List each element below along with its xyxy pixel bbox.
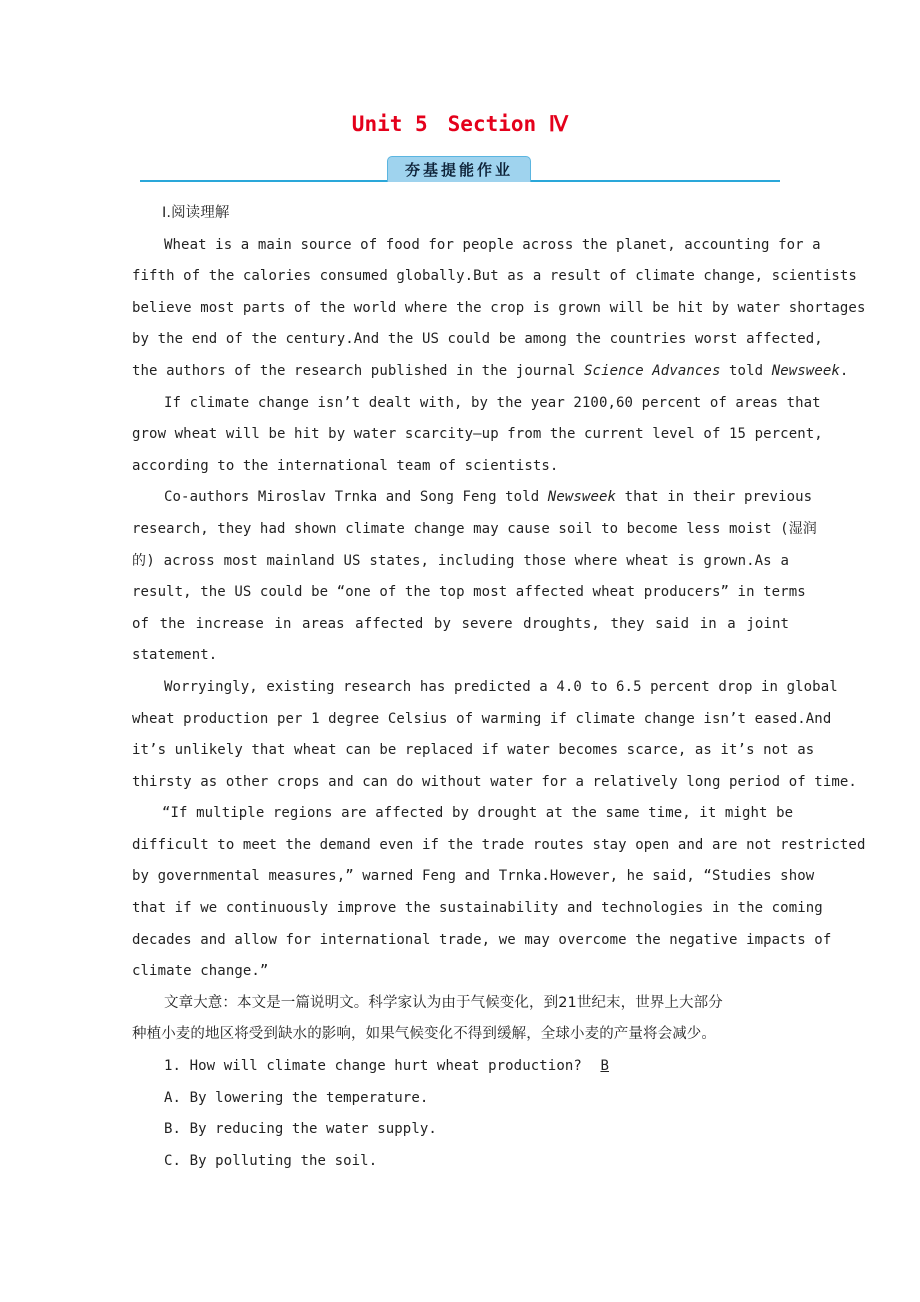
magazine-name: Newsweek: [547, 489, 617, 506]
answer-blank: B: [600, 1058, 609, 1075]
text-span: that in their previous: [624, 489, 813, 506]
paragraph-line: by the end of the century.And the US could be among the countries worst affected,: [132, 331, 823, 348]
question-1: [132, 1051, 789, 1177]
paragraph-line: believe most parts of the world where the crop is grown will be hit by water shortages: [132, 299, 866, 316]
paragraph-line: climate change.”: [132, 963, 269, 980]
option-c: C. By polluting the soil.: [164, 1152, 378, 1169]
paragraph-line: wheat production per 1 degree Celsius of warming if climate change isn’t eased.And: [132, 710, 832, 727]
paragraph-line: Wheat is a main source of food for people across the planet, accounting for a: [164, 236, 821, 253]
summary-line: 种植小麦的地区将受到缺水的影响，如果气候变化不得到缓解，全球小麦的产量将会减少。: [132, 1026, 716, 1043]
text-span: .: [839, 362, 849, 379]
paragraph-line: it’s unlikely that wheat can be replaced if water becomes scarce, as it’s not as: [132, 742, 815, 759]
paragraph-line: according to the international team of scientists.: [132, 457, 559, 474]
option-a: A. By lowering the temperature.: [164, 1089, 429, 1106]
document-body: [132, 198, 866, 1177]
paragraph-line: that if we continuously improve the sustainability and technologies in the coming: [132, 900, 823, 917]
question-text: 1. How will climate change hurt wheat production?: [164, 1058, 582, 1075]
paragraph-line: difficult to meet the demand even if the trade routes stay open and are not restricted: [132, 836, 866, 853]
text-span: Co-authors Miroslav Trnka and Song Feng told: [164, 489, 540, 506]
paragraph-line: grow wheat will be hit by water scarcity—up from the current level of 15 percent,: [132, 426, 823, 443]
question-stem: [132, 1051, 789, 1083]
text-span: the authors of the research published in the journal: [132, 362, 576, 379]
paragraph-1: [132, 230, 866, 388]
section-label: Section Ⅳ: [447, 112, 569, 136]
paragraph-line: by governmental measures,” warned Feng and Trnka.However, he said, “Studies show: [132, 868, 815, 885]
paragraph-line: [132, 356, 849, 388]
paragraph-line: Worryingly, existing research has predicted a 4.0 to 6.5 percent drop in global: [164, 678, 838, 695]
text-span: told: [729, 362, 764, 379]
paragraph-line: decades and allow for international trade, we may overcome the negative impacts of: [132, 931, 832, 948]
section-heading: Ⅰ.阅读理解: [162, 205, 230, 221]
unit-label: Unit 5: [351, 112, 428, 136]
paragraph-3: [132, 482, 817, 672]
magazine-name: Newsweek: [771, 362, 840, 379]
article-summary: [132, 988, 789, 1051]
summary-line: 文章大意：本文是一篇说明文。科学家认为由于气候变化，到21世纪末，世界上大部分: [164, 994, 723, 1011]
paragraph-line: thirsty as other crops and can do without water for a relatively long period of time.: [132, 773, 857, 790]
paragraph-line: “If multiple regions are affected by drought at the same time, it might be: [162, 805, 794, 822]
paragraph-5: [132, 798, 866, 988]
paragraph-line: 的) across most mainland US states, including those where wheat is grown.As a: [132, 552, 789, 569]
option-b: B. By reducing the water supply.: [164, 1121, 437, 1138]
paragraph-line: result, the US could be “one of the top most affected wheat producers” in terms: [132, 584, 806, 601]
paragraph-line: of the increase in areas affected by severe droughts, they said in a joint: [132, 615, 789, 632]
paragraph-line: If climate change isn’t dealt with, by the year 2100,60 percent of areas that: [164, 394, 821, 411]
paragraph-line: fifth of the calories consumed globally.But as a result of climate change, scientists: [132, 268, 857, 285]
page-title: [0, 112, 920, 136]
homework-badge: 夯基提能作业: [387, 156, 531, 182]
paragraph-2: [132, 388, 823, 483]
paragraph-line: research, they had shown climate change may cause soil to become less moist (湿润: [132, 520, 817, 537]
paragraph-line: statement.: [132, 647, 218, 664]
journal-name: Science Advances: [584, 362, 721, 379]
paragraph-line: [132, 482, 813, 514]
paragraph-4: [132, 672, 857, 798]
